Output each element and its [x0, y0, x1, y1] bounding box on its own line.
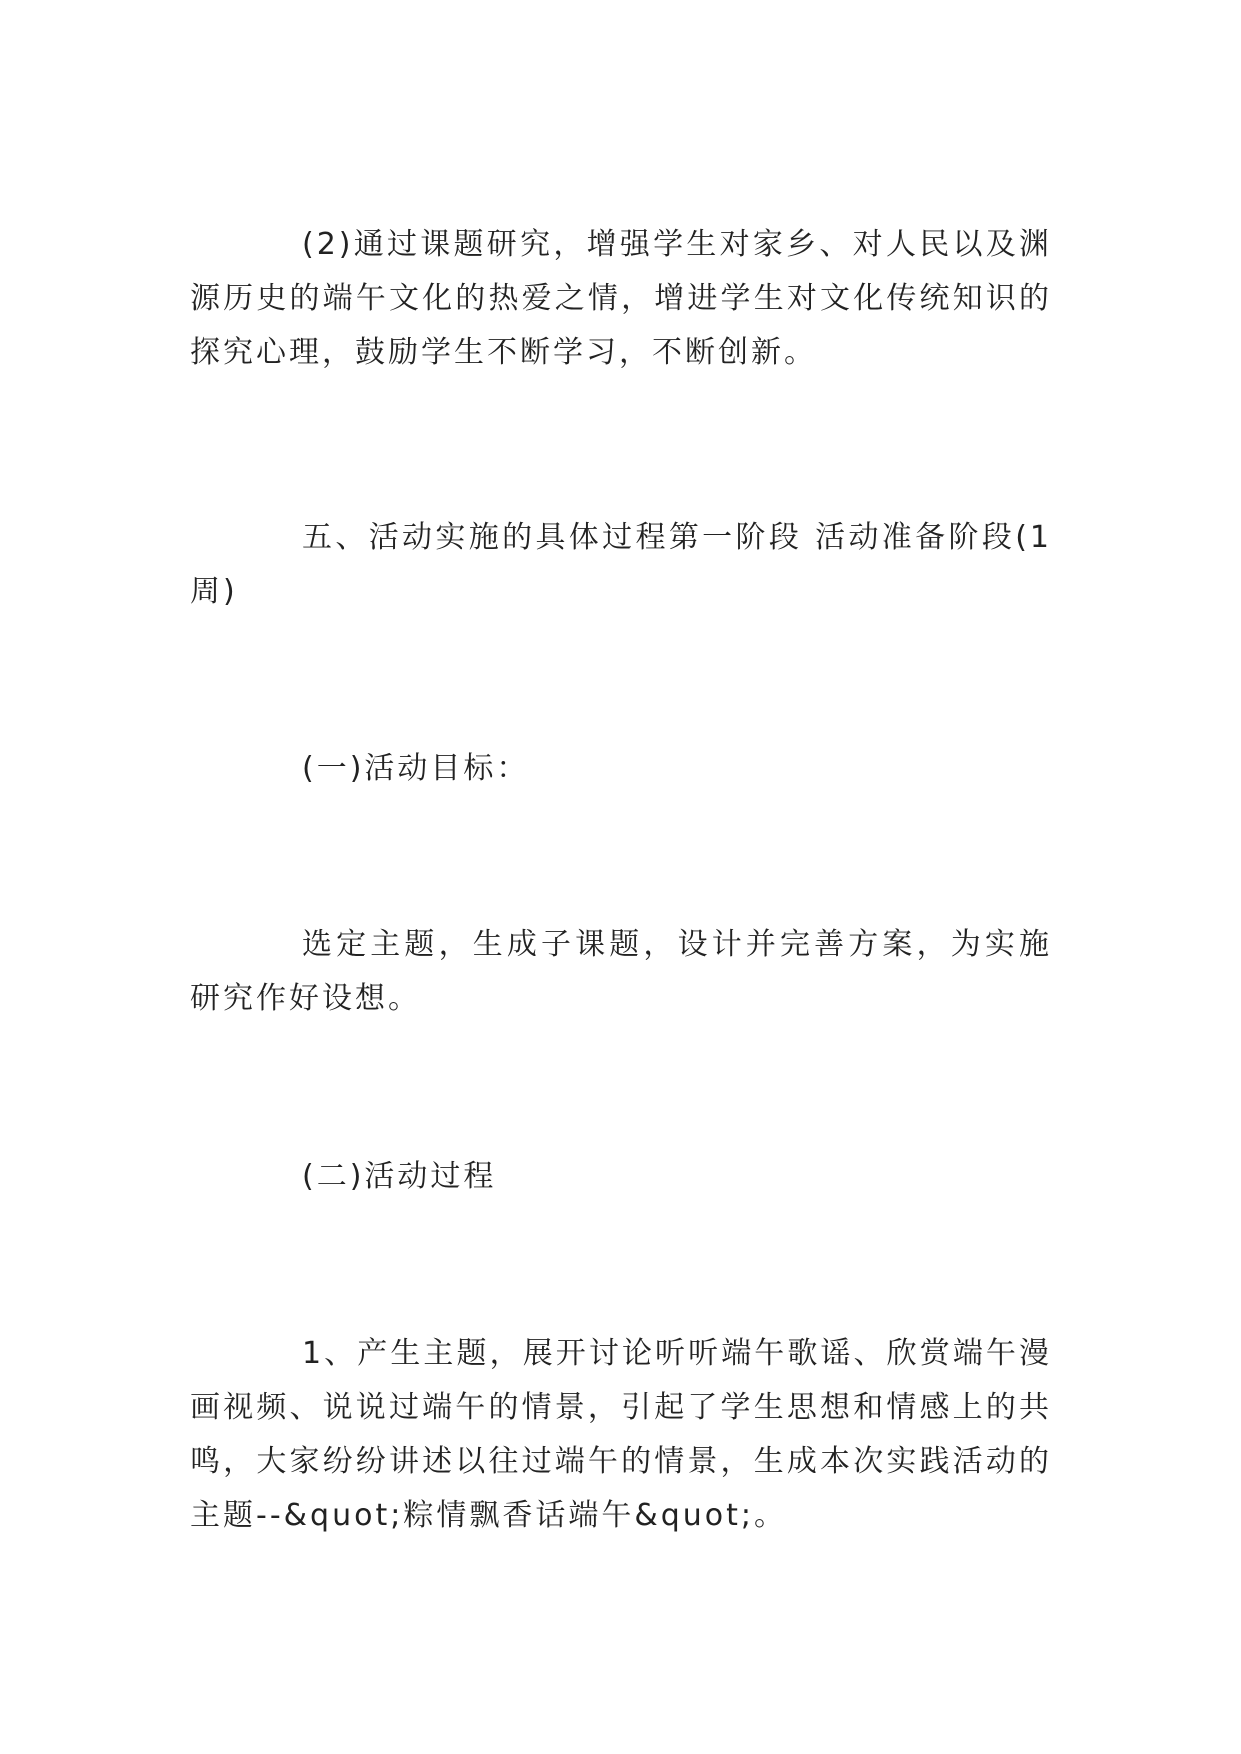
paragraph-activity-goal: 选定主题，生成子课题，设计并完善方案，为实施研究作好设想。 — [190, 927, 1052, 1016]
paragraph-generate-topic: 1、产生主题，展开讨论听听端午歌谣、欣赏端午漫画视频、说说过端午的情景，引起了学生思想和情感上的共鸣，大家纷纷讲述以往过端午的情景，生成本次实践活动的主题--&quot;粽情飘香话端午&quot;。 — [190, 1336, 1052, 1533]
heading-activity-goal: (一)活动目标： — [302, 751, 530, 786]
heading-implementation-process: 五、活动实施的具体过程第一阶段 活动准备阶段(1周) — [190, 520, 1052, 609]
paragraph-research-goal: (2)通过课题研究，增强学生对家乡、对人民以及渊源历史的端午文化的热爱之情，增进学生对文化传统知识的探究心理，鼓励学生不断学习，不断创新。 — [190, 227, 1052, 370]
heading-activity-process: (二)活动过程 — [302, 1159, 497, 1194]
